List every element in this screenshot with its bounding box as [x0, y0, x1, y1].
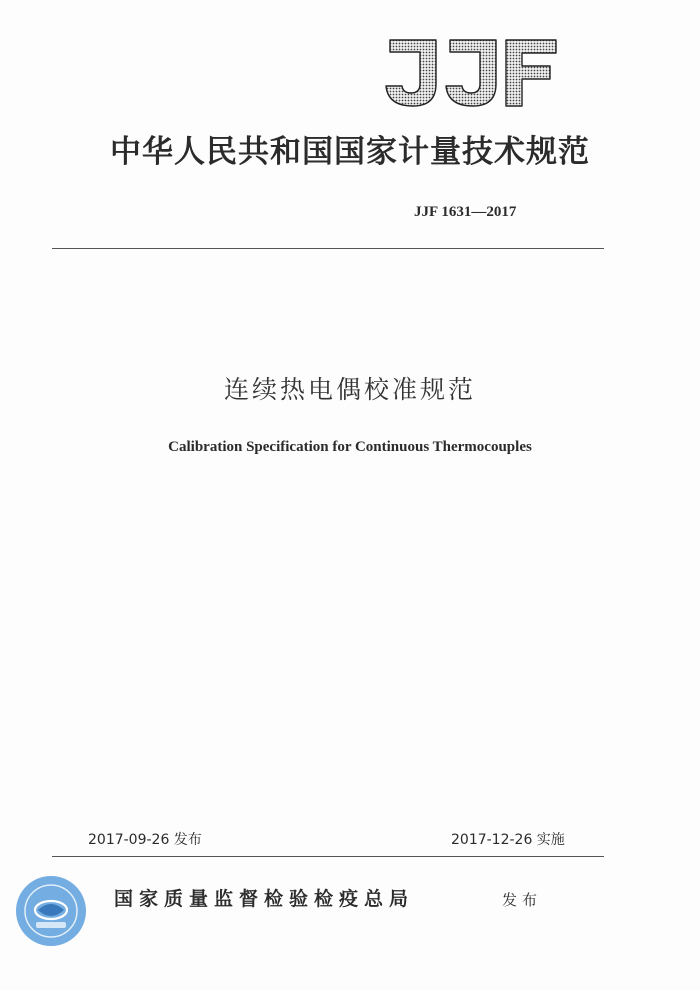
jjf-logo-icon: [380, 36, 562, 110]
document-title-en: Calibration Specification for Continuous Thermocouples: [168, 439, 532, 455]
issue-date: 2017-09-26 发布: [88, 832, 202, 848]
top-divider: [52, 248, 604, 249]
bottom-divider: [52, 856, 604, 857]
spec-code: JJF 1631—2017: [414, 204, 517, 220]
publisher-seal-icon: [14, 874, 88, 948]
document-title-cn: 连续热电偶校准规范: [223, 375, 476, 404]
issuing-authority: 国家质量监督检验检疫总局: [114, 888, 415, 910]
main-title: 中华人民共和国国家计量技术规范: [110, 134, 590, 170]
issuer-verb: 发布: [502, 891, 543, 909]
implementation-date: 2017-12-26 实施: [451, 832, 565, 848]
